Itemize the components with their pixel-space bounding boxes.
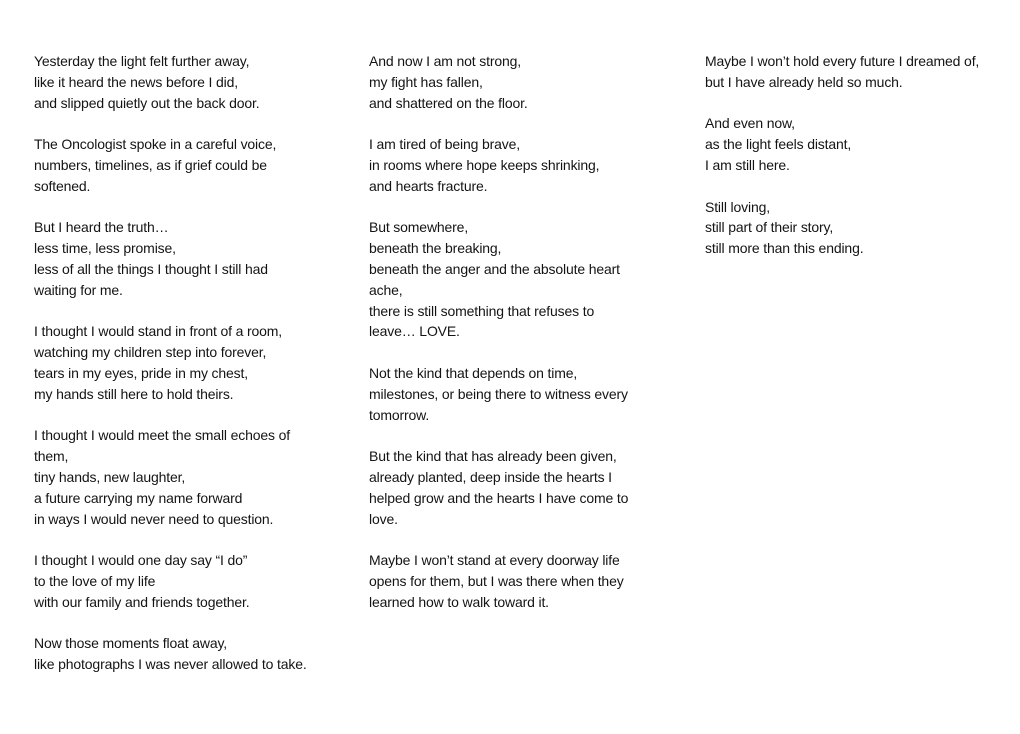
poem-stanza bbox=[705, 51, 1005, 93]
poem-stanza bbox=[34, 633, 334, 675]
poem-line: tomorrow. bbox=[369, 406, 430, 423]
poem-line: my fight has fallen, bbox=[369, 73, 483, 90]
poem-line: in rooms where hope keeps shrinking, bbox=[369, 156, 600, 173]
poem-stanza bbox=[34, 321, 334, 404]
poem-line: my hands still here to hold theirs. bbox=[34, 385, 234, 402]
poem-stanza bbox=[34, 550, 334, 612]
poem-line: Not the kind that depends on time, bbox=[369, 364, 578, 381]
poem-line: and hearts fracture. bbox=[369, 177, 488, 194]
poem-stanza bbox=[34, 425, 334, 529]
poem-stanza bbox=[369, 134, 659, 196]
poem-column-2 bbox=[369, 51, 659, 633]
poem-stanza bbox=[34, 134, 334, 196]
poem-stanza bbox=[34, 51, 334, 113]
poem-line: less of all the things I thought I still had bbox=[34, 260, 268, 277]
poem-stanza bbox=[369, 446, 659, 529]
poem-line: in ways I would never need to question. bbox=[34, 510, 274, 527]
poem-line: softened. bbox=[34, 177, 91, 194]
poem-stanza bbox=[34, 217, 334, 300]
poem-stanza bbox=[369, 217, 659, 342]
poem-line: love. bbox=[369, 510, 398, 527]
poem-line: Maybe I won’t hold every future I dreamed of, bbox=[705, 53, 980, 69]
poem-line: Now those moments float away, bbox=[34, 635, 228, 652]
poem-stanza bbox=[705, 197, 1005, 259]
poem-line: watching my children step into forever, bbox=[34, 344, 267, 361]
poem-line: milestones, or being there to witness every bbox=[369, 385, 628, 402]
poem-line: still part of their story, bbox=[705, 219, 834, 236]
poem-line: I thought I would stand in front of a room, bbox=[34, 323, 283, 340]
poem-line: Yesterday the light felt further away, bbox=[34, 53, 250, 69]
poem-line: But I heard the truth… bbox=[34, 219, 169, 236]
poem-line: tiny hands, new laughter, bbox=[34, 468, 186, 485]
poem-stanza bbox=[705, 113, 1005, 175]
poem-stanza bbox=[369, 550, 659, 612]
poem-column-1 bbox=[34, 51, 334, 696]
poem-line: And now I am not strong, bbox=[369, 53, 522, 69]
poem-line: helped grow and the hearts I have come to bbox=[369, 489, 629, 506]
poem-line: Still loving, bbox=[705, 198, 770, 215]
poem-line: tears in my eyes, pride in my chest, bbox=[34, 364, 249, 381]
poem-line: But somewhere, bbox=[369, 219, 469, 236]
poem-line: like it heard the news before I did, bbox=[34, 73, 238, 90]
poem-line: learned how to walk toward it. bbox=[369, 593, 549, 610]
poem-line: them, bbox=[34, 448, 69, 465]
poem-line: as the light feels distant, bbox=[705, 136, 852, 153]
poem-line: I am tired of being brave, bbox=[369, 136, 520, 153]
poem-line: and shattered on the floor. bbox=[369, 94, 528, 111]
poem-line: already planted, deep inside the hearts I bbox=[369, 468, 612, 485]
poem-line: I am still here. bbox=[705, 156, 790, 173]
poem-line: like photographs I was never allowed to take. bbox=[34, 656, 307, 673]
poem-line: ache, bbox=[369, 281, 403, 298]
poem-line: a future carrying my name forward bbox=[34, 489, 243, 506]
poem-line: But the kind that has already been given, bbox=[369, 448, 617, 465]
poem-line: and slipped quietly out the back door. bbox=[34, 94, 260, 111]
poem-line: opens for them, but I was there when they bbox=[369, 572, 624, 589]
poem-line: Maybe I won’t stand at every doorway life bbox=[369, 552, 620, 569]
poem-line: to the love of my life bbox=[34, 572, 156, 589]
poem-line: And even now, bbox=[705, 115, 795, 132]
poem-line: beneath the breaking, bbox=[369, 240, 502, 257]
poem-line: still more than this ending. bbox=[705, 240, 864, 257]
poem-stanza bbox=[369, 51, 659, 113]
poem-line: I thought I would one day say “I do” bbox=[34, 552, 248, 569]
poem-line: beneath the anger and the absolute heart bbox=[369, 260, 620, 277]
poem-line: numbers, timelines, as if grief could be bbox=[34, 156, 267, 173]
poem-line: with our family and friends together. bbox=[34, 593, 250, 610]
poem-line: The Oncologist spoke in a careful voice, bbox=[34, 136, 277, 153]
poem-stanza bbox=[369, 363, 659, 425]
poem-line: there is still something that refuses to bbox=[369, 302, 595, 319]
poem-line: less time, less promise, bbox=[34, 240, 176, 257]
poem-column-3 bbox=[705, 51, 1005, 280]
poem-line: leave… LOVE. bbox=[369, 323, 460, 340]
poem-line: but I have already held so much. bbox=[705, 73, 903, 90]
poem-line: waiting for me. bbox=[34, 281, 123, 298]
poem-line: I thought I would meet the small echoes of bbox=[34, 427, 290, 444]
